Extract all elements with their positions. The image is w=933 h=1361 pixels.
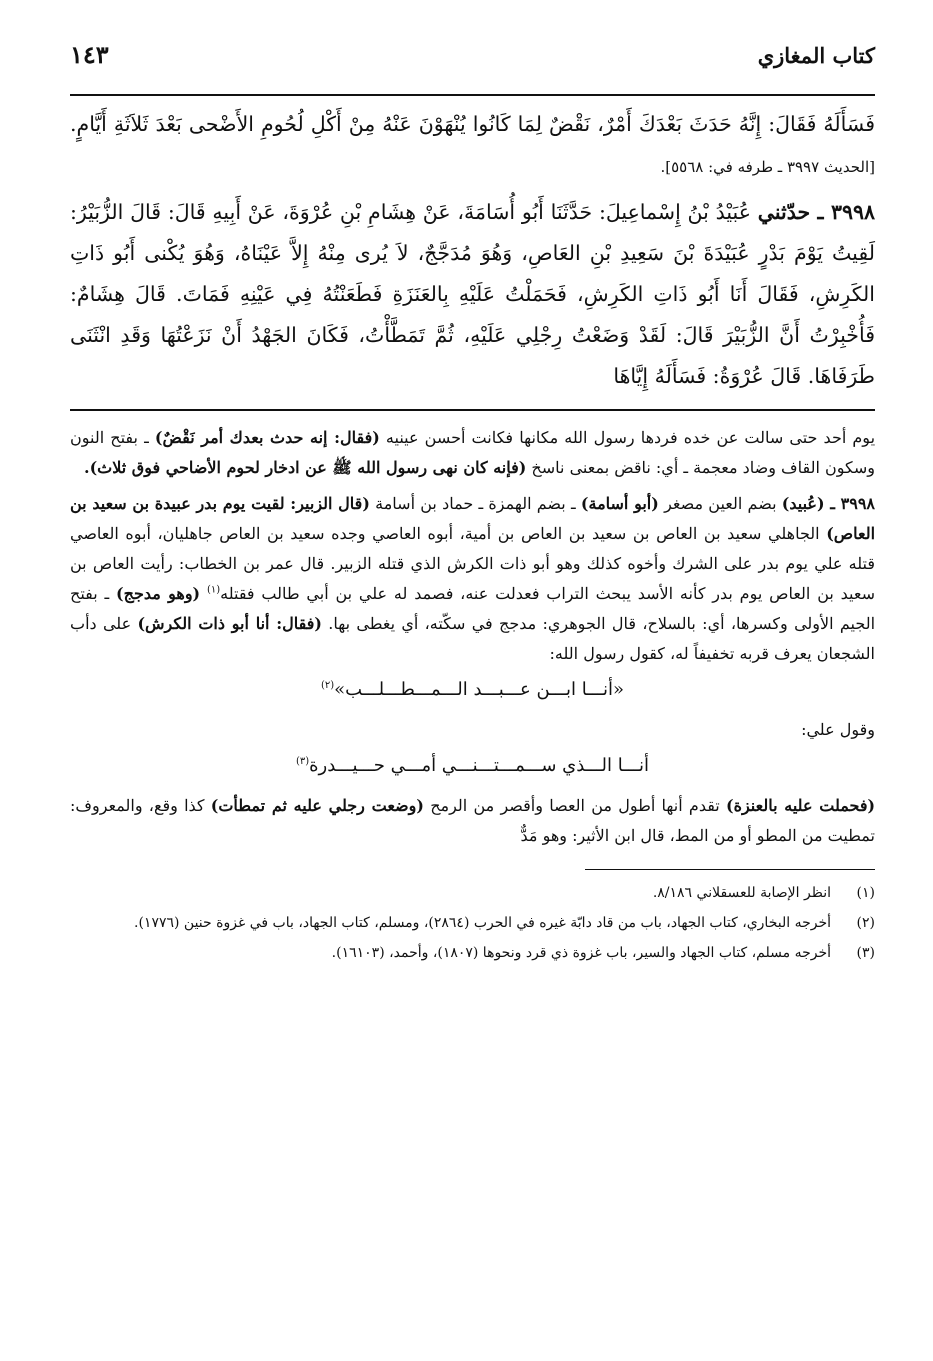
footnote-ref-3: (٣) [295,756,310,767]
commentary-paragraph-1: يوم أحد حتى سالت عن خده فردها رسول الله مكانها فكانت أحسن عينيه (فقال: إنه حدث بعدك أمر نَقْضٌ) ـ بفتح النون وسكون القاف وضاد معجمة ـ أي: ناقض بمعنى ناسخ (فإنه كان نهى رسول الله ﷺ عن ادخار لحوم الأضاحي فوق ثلاث). [70,428,876,477]
commentary [70,423,875,851]
book-page [70,40,875,1340]
footnotes [70,880,875,966]
footnote-ref-1: (١) [206,584,221,596]
book-title: كتاب المغازي [757,43,875,68]
hadith-text [70,104,875,397]
header-rule [70,94,875,96]
verse-2: أنـــا الـــذي ســـمـــتـــنـــي أمـــي حـــيـــدرة$^{(٣)}$ [295,755,650,776]
hadith-3998 [70,192,875,397]
footnote: (٢) أخرجه البخاري، كتاب الجهاد، باب من قاد دابّة غيره في الحرب (٢٨٦٤)، ومسلم، كتاب الجهاد، باب في غزوة حنين (١٧٧٦). [134,915,875,931]
hadith-continuation: فَسَأَلَهُ فَقَالَ: إِنَّهُ حَدَثَ بَعْدَكَ أَمْرٌ، نَقْضٌ لِمَا كَانُوا يُنْهَوْنَ عَنْهُ مِنْ أَكْلِ لُحُومِ الأَضْحى بَعْدَ ثَلاَثَةِ أَيَّامٍ. [الحديث ٣٩٩٧ ـ طرفه في: ٥٥٦٨]. [70,112,875,176]
verse-1: «أنـــا ابـــن عـــبـــد الـــمـــطـــلـــب»$^{(٢)}$ [320,679,625,700]
commentary-paragraph-2: ٣٩٩٨ ـ (عُبيد) بضم العين مصغر (أبو أسامة) ـ بضم الهمزة ـ حماد بن أسامة (قال الزبير: لقيت يوم بدر عبيدة بن سعيد بن العاص) الجاهلي سعيد بن العاص بن سعيد بن العاص بن أمية، أبوه العاصي وجده سعيد بن العاص جاهليان، أبوه العاصي قتله علي يوم بدر على الشرك وأخوه كذلك وهو أبو ذات الكرش الذي قتله الزبير. قال عمر بن الخطاب: رأيت العاص بن سعيد بن العاص يوم بدر كأنه الأسد يبحث التراب فعدلت عنه، فصمد له علي بن أبي طالب فقتله$^{(١)}$ (وهو مدجج) ـ بفتح الجيم الأولى وكسرها، أي: بالسلاح، قال الجوهري: مدجج في سكّته، أي يغطى بها. (فقال: أنا أبو ذات الكرش) على دأب الشجعان يعرف قربه تخفيفاً له، كقول رسول الله: [70,494,876,663]
footnote-ref-2: (٢) [320,680,335,691]
footnote: (٣) أخرجه مسلم، كتاب الجهاد والسير، باب غزوة ذي قرد ونحوها (١٨٠٧)، وأحمد، (١٦١٠٣). [331,945,875,961]
commentary-paragraph-4: (فحملت عليه بالعنزة) تقدم أنها أطول من العصا وأقصر من الرمح (وضعت رجلي عليه ثم تمطأت) كذا وقع، والمعروف: تمطيت من المطو أو من المط، قال ابن الأثير: وهو مَدٌّ [70,796,876,845]
section-divider [70,409,875,411]
page-number: ١٤٣ [70,40,109,69]
page-header [70,40,875,88]
hadith-reference: [الحديث ٣٩٩٧ ـ طرفه في: ٥٥٦٨]. [660,158,875,176]
commentary-paragraph-3: وقول علي: [801,720,875,739]
footnote-rule [585,869,875,870]
footnote: (١) انظر الإصابة للعسقلاني ٨/١٨٦. [652,885,875,901]
hadith-number: ٣٩٩٨ ـ حدّثني [757,200,875,224]
hadith-body: عُبَيْدُ بْنُ إِسْماعِيلَ: حَدَّثَنَا أَبُو أُسَامَةَ، عَنْ هِشَامِ بْنِ عُرْوَةَ، عَنْ أَبِيهِ قَالَ: قَالَ الزُّبَيْرُ: لَقِيتُ يَوْمَ بَدْرٍ عُبَيْدَةَ بْنَ سَعِيدِ بْنِ العَاصِ، وَهُوَ مُدَجَّجٌ، لاَ يُرى مِنْهُ إِلاَّ عَيْنَاهُ، وَهُوَ يُكْنى أَبُو ذَاتِ الكَرِشِ، فَقَالَ أَنَا أَبُو ذَاتِ الكَرِشِ، فَحَمَلْتُ عَلَيْهِ بِالعَنَزَةِ فَطَعَنْتُهُ فِي عَيْنِهِ فَمَاتَ. قَالَ هِشَامٌ: فَأُخْبِرْتُ أَنَّ الزُّبَيْرَ قَالَ: لَقَدْ وَضَعْتُ رِجْلِي عَلَيْهِ، ثُمَّ تَمَطَّأْتُ، فَكَانَ الجَهْدُ أَنْ نَزَعْتُهَا وَقَدِ انْثَنَى طَرَفَاهَا. قَالَ عُرْوَةُ: فَسَأَلَهُ إِيَّاهَا [70,200,875,388]
